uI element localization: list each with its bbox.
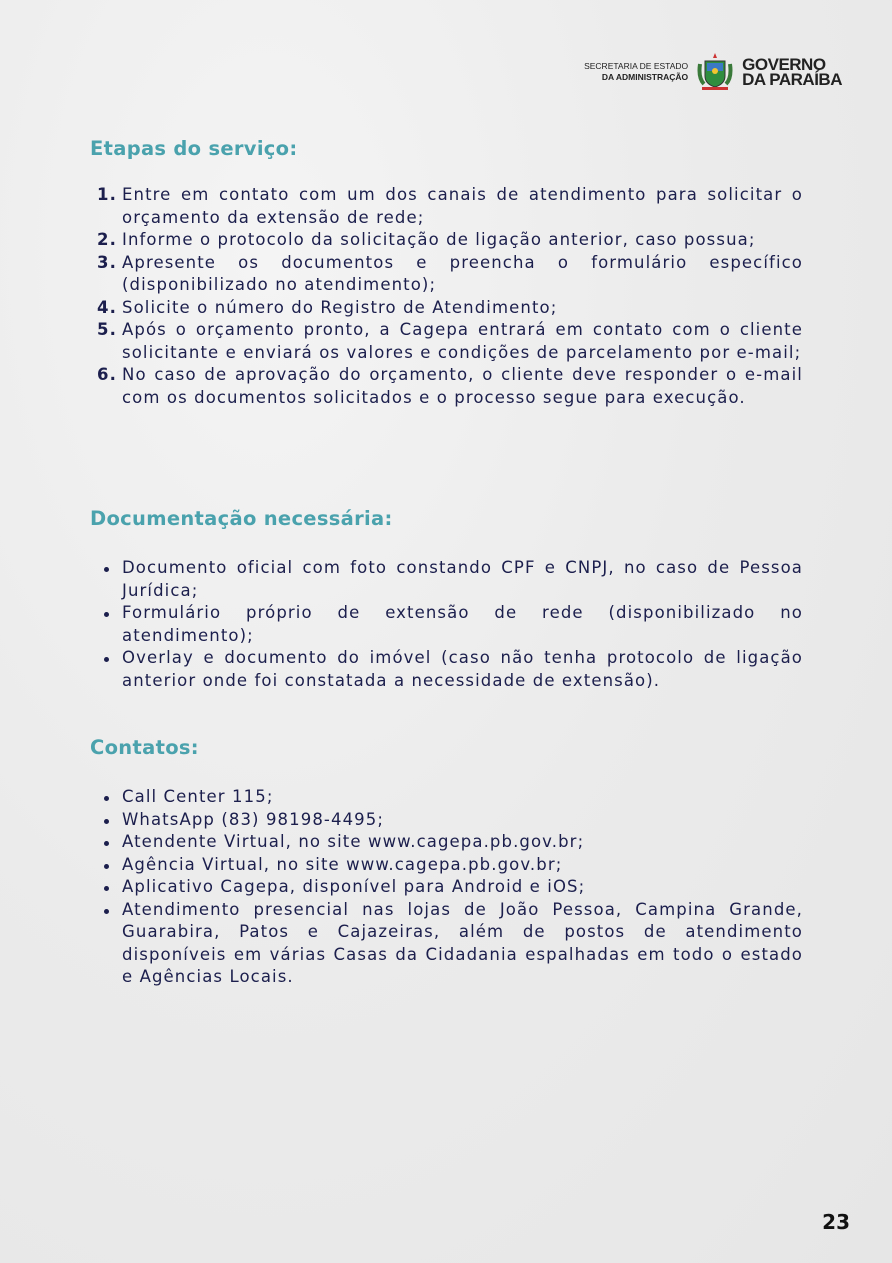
secretaria-label xyxy=(584,61,688,83)
list-item xyxy=(97,319,803,364)
list-item: Overlay e documento do imóvel (caso não tenha protocolo de ligação anterior onde foi constatada a necessidade de extensão). xyxy=(122,647,803,692)
list-item: Atendente Virtual, no site www.cagepa.pb.gov.br; xyxy=(122,831,803,854)
item-number: 2. xyxy=(97,230,117,249)
item-number: 3. xyxy=(97,252,117,272)
item-number: 6. xyxy=(97,365,117,384)
list-item xyxy=(97,184,803,229)
item-text: No caso de aprovação do orçamento, o cliente deve responder o e-mail com os documentos solicitados e o processo segue para execução. xyxy=(122,365,803,407)
list-item xyxy=(97,297,803,320)
documentacao-heading: Documentação necessária: xyxy=(90,507,393,530)
item-number: 1. xyxy=(97,185,117,204)
list-item: Documento oficial com foto constando CPF e CNPJ, no caso de Pessoa Jurídica; xyxy=(122,557,803,602)
header-logo xyxy=(584,52,842,92)
item-text: Solicite o número do Registro de Atendimento; xyxy=(122,297,558,317)
gov-line1: GOVERNO xyxy=(742,55,826,74)
list-item xyxy=(97,229,803,252)
gov-line2: DA PARAÍBA xyxy=(742,70,842,89)
list-item: Atendimento presencial nas lojas de João Pessoa, Campina Grande, Guarabira, Patos e Cajazeiras, além de postos de atendimento disponíveis em várias Casas da Cidadania espalhadas em todo o estado e Agências Locais. xyxy=(122,899,803,989)
documentacao-list xyxy=(122,557,803,692)
item-number: 4. xyxy=(97,297,117,317)
list-item xyxy=(97,252,803,297)
secretaria-line2: DA ADMINISTRAÇÃO xyxy=(601,72,689,82)
paraiba-crest-icon xyxy=(696,52,734,92)
contatos-list xyxy=(122,786,803,989)
item-text: Entre em contato com um dos canais de atendimento para solicitar o orçamento da extensão de rede; xyxy=(122,185,803,227)
contatos-heading: Contatos: xyxy=(90,736,199,759)
page-number: 23 xyxy=(822,1210,850,1234)
etapas-heading: Etapas do serviço: xyxy=(90,137,298,160)
list-item: Agência Virtual, no site www.cagepa.pb.gov.br; xyxy=(122,854,803,877)
item-text: Após o orçamento pronto, a Cagepa entrará em contato com o cliente solicitante e enviará os valores e condições de parcelamento por e-mail; xyxy=(122,320,803,362)
list-item: Formulário próprio de extensão de rede (disponibilizado no atendimento); xyxy=(122,602,803,647)
list-item xyxy=(97,364,803,409)
governo-paraiba-label xyxy=(742,57,842,87)
list-item: Call Center 115; xyxy=(122,786,803,809)
item-text: Informe o protocolo da solicitação de ligação anterior, caso possua; xyxy=(122,230,756,249)
list-item: WhatsApp (83) 98198-4495; xyxy=(122,809,803,832)
etapas-list xyxy=(97,184,803,409)
secretaria-line1: SECRETARIA DE ESTADO xyxy=(584,61,689,71)
item-text: Apresente os documentos e preencha o formulário específico (disponibilizado no atendimento); xyxy=(122,252,803,294)
list-item: Aplicativo Cagepa, disponível para Android e iOS; xyxy=(122,876,803,899)
item-number: 5. xyxy=(97,320,117,339)
